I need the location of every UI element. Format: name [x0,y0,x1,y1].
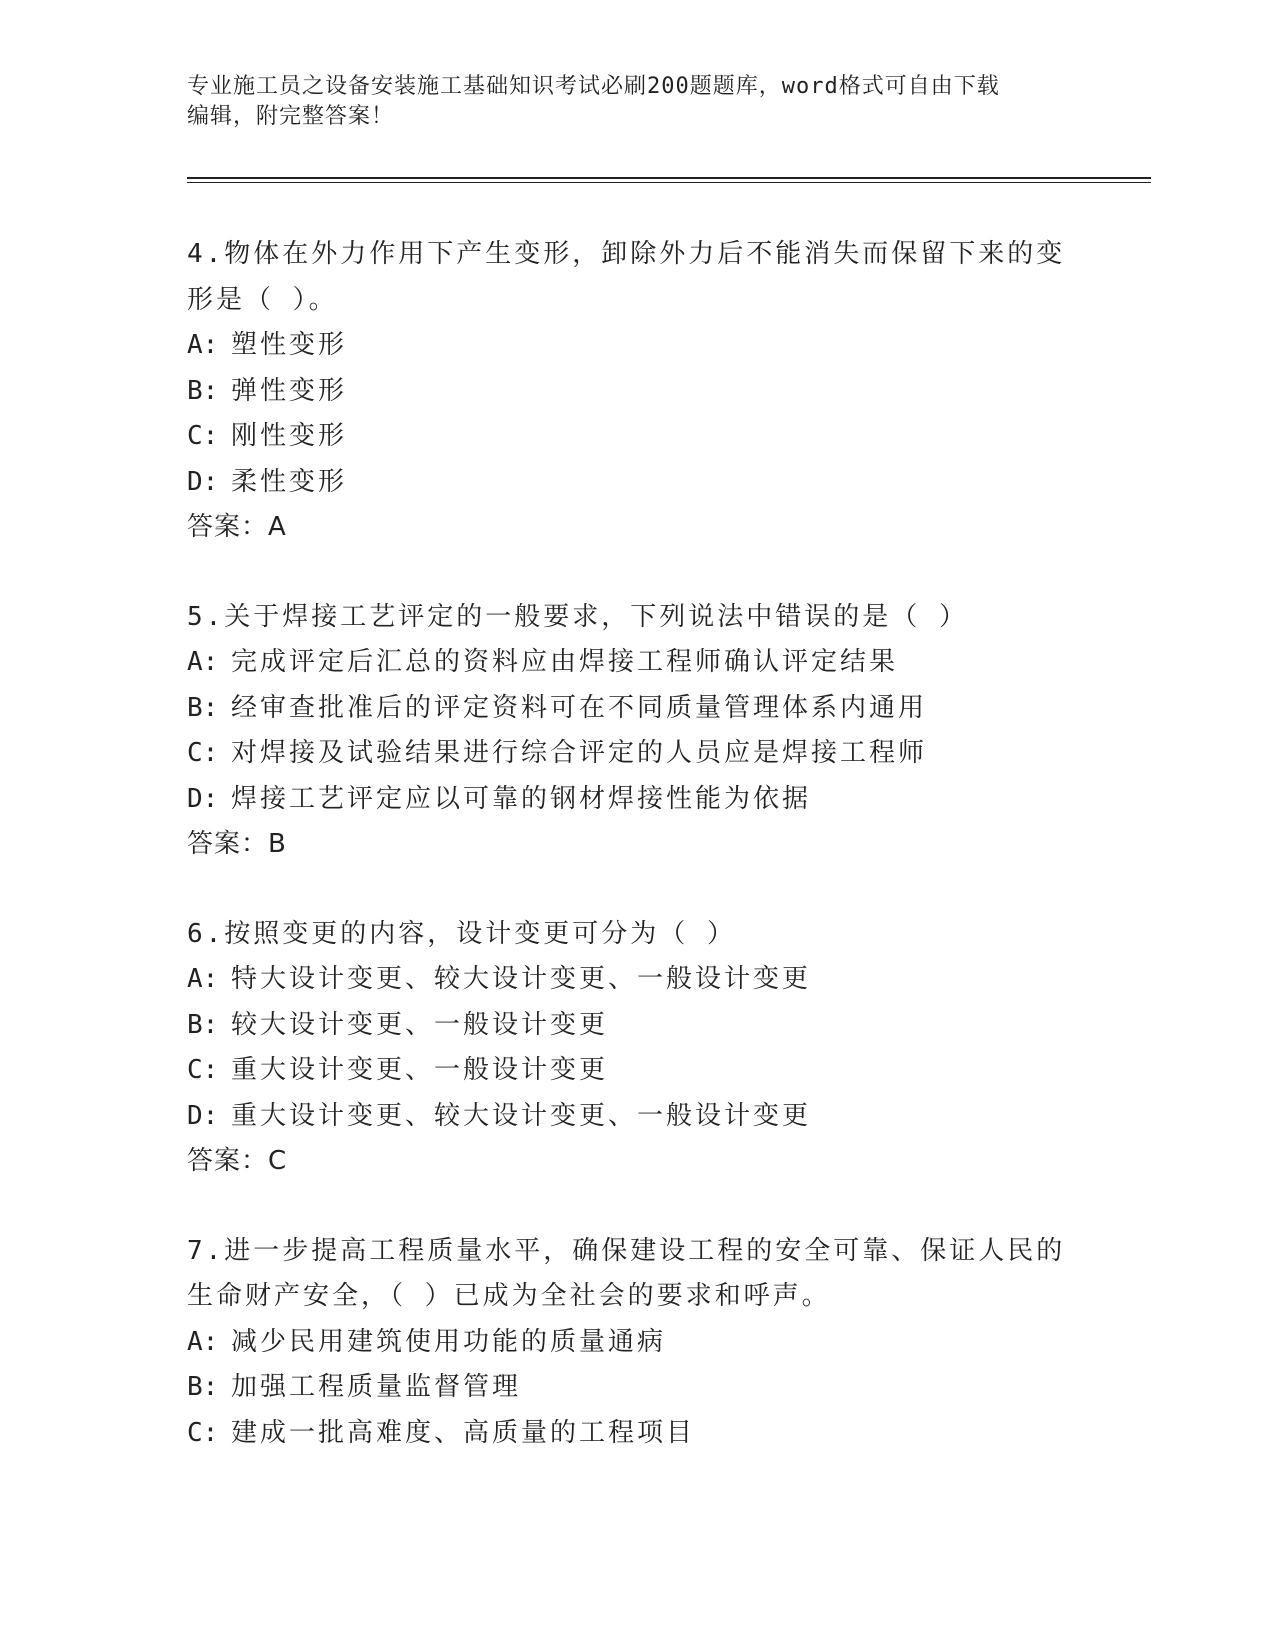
question-stem-line: 形是（ ）。 [187,284,338,315]
option-letter: B: [187,375,219,406]
option-letter: C: [187,1055,219,1085]
question-stem-line: 4.物体在外力作用下产生变形，卸除外力后不能消失而保留下来的变 [187,239,1066,269]
option-text: 经审查批准后的评定资料可在不同质量管理体系内通用 [231,692,928,723]
option-text: 塑性变形 [231,330,348,360]
question-list [187,232,1087,1500]
question-stem-line: 生命财产安全，（ ）已成为全社会的要求和呼声。 [187,1281,831,1311]
option-text: 重大设计变更、一般设计变更 [231,1055,609,1085]
option-a [187,323,1087,369]
option-letter: B: [187,692,219,723]
option-text: 建成一批高难度、高质量的工程项目 [231,1417,696,1448]
answer-label: 答案：C [187,1146,288,1176]
option-letter: B: [187,1009,219,1040]
option-text: 弹性变形 [231,375,348,406]
option-letter: A: [187,330,219,360]
option-c [187,1048,1087,1094]
option-text: 焊接工艺评定应以可靠的钢材焊接性能为依据 [231,783,812,814]
option-text: 完成评定后汇总的资料应由焊接工程师确认评定结果 [231,647,899,677]
option-b [187,686,1087,732]
option-text: 柔性变形 [231,466,348,497]
question-stem-line: 7.进一步提高工程质量水平，确保建设工程的安全可靠、保证人民的 [187,1235,1066,1266]
option-letter: A: [187,1326,219,1357]
option-c [187,731,1087,777]
option-text: 重大设计变更、较大设计变更、一般设计变更 [231,1100,812,1131]
header-divider-thin [187,182,1151,183]
option-letter: B: [187,1372,219,1402]
option-c [187,1411,1087,1457]
question-item [187,595,1087,868]
option-letter: C: [187,421,219,451]
option-letter: D: [187,1100,219,1131]
option-letter: A: [187,964,219,994]
answer-label: 答案：B [187,829,287,859]
option-c [187,414,1087,460]
question-stem-line: 5.关于焊接工艺评定的一般要求，下列说法中错误的是（ ） [187,601,968,632]
option-letter: A: [187,647,219,677]
question-stem-line: 6.按照变更的内容，设计变更可分为（ ） [187,918,736,949]
option-letter: C: [187,738,219,768]
option-d [187,1094,1087,1140]
option-text: 较大设计变更、一般设计变更 [231,1009,609,1040]
option-d [187,460,1087,506]
option-b [187,369,1087,415]
option-d [187,777,1087,823]
header-line-2: 编辑，附完整答案！ [187,104,395,129]
option-text: 特大设计变更、较大设计变更、一般设计变更 [231,964,812,994]
option-b [187,1365,1087,1411]
document-header [187,72,1087,132]
option-a [187,1320,1087,1366]
question-item [187,1229,1087,1457]
question-item [187,232,1087,551]
header-divider-thick [187,177,1151,179]
option-b [187,1003,1087,1049]
option-a [187,640,1087,686]
header-line-1: 专业施工员之设备安装施工基础知识考试必刷200题题库，word格式可自由下载 [187,74,1000,99]
option-text: 减少民用建筑使用功能的质量通病 [231,1326,667,1357]
option-letter: C: [187,1417,219,1448]
option-letter: D: [187,466,219,497]
answer-label: 答案：A [187,512,287,542]
option-letter: D: [187,783,219,814]
option-text: 对焊接及试验结果进行综合评定的人员应是焊接工程师 [231,738,928,768]
option-text: 刚性变形 [231,421,348,451]
question-item [187,912,1087,1185]
option-a [187,957,1087,1003]
option-text: 加强工程质量监督管理 [231,1372,522,1402]
